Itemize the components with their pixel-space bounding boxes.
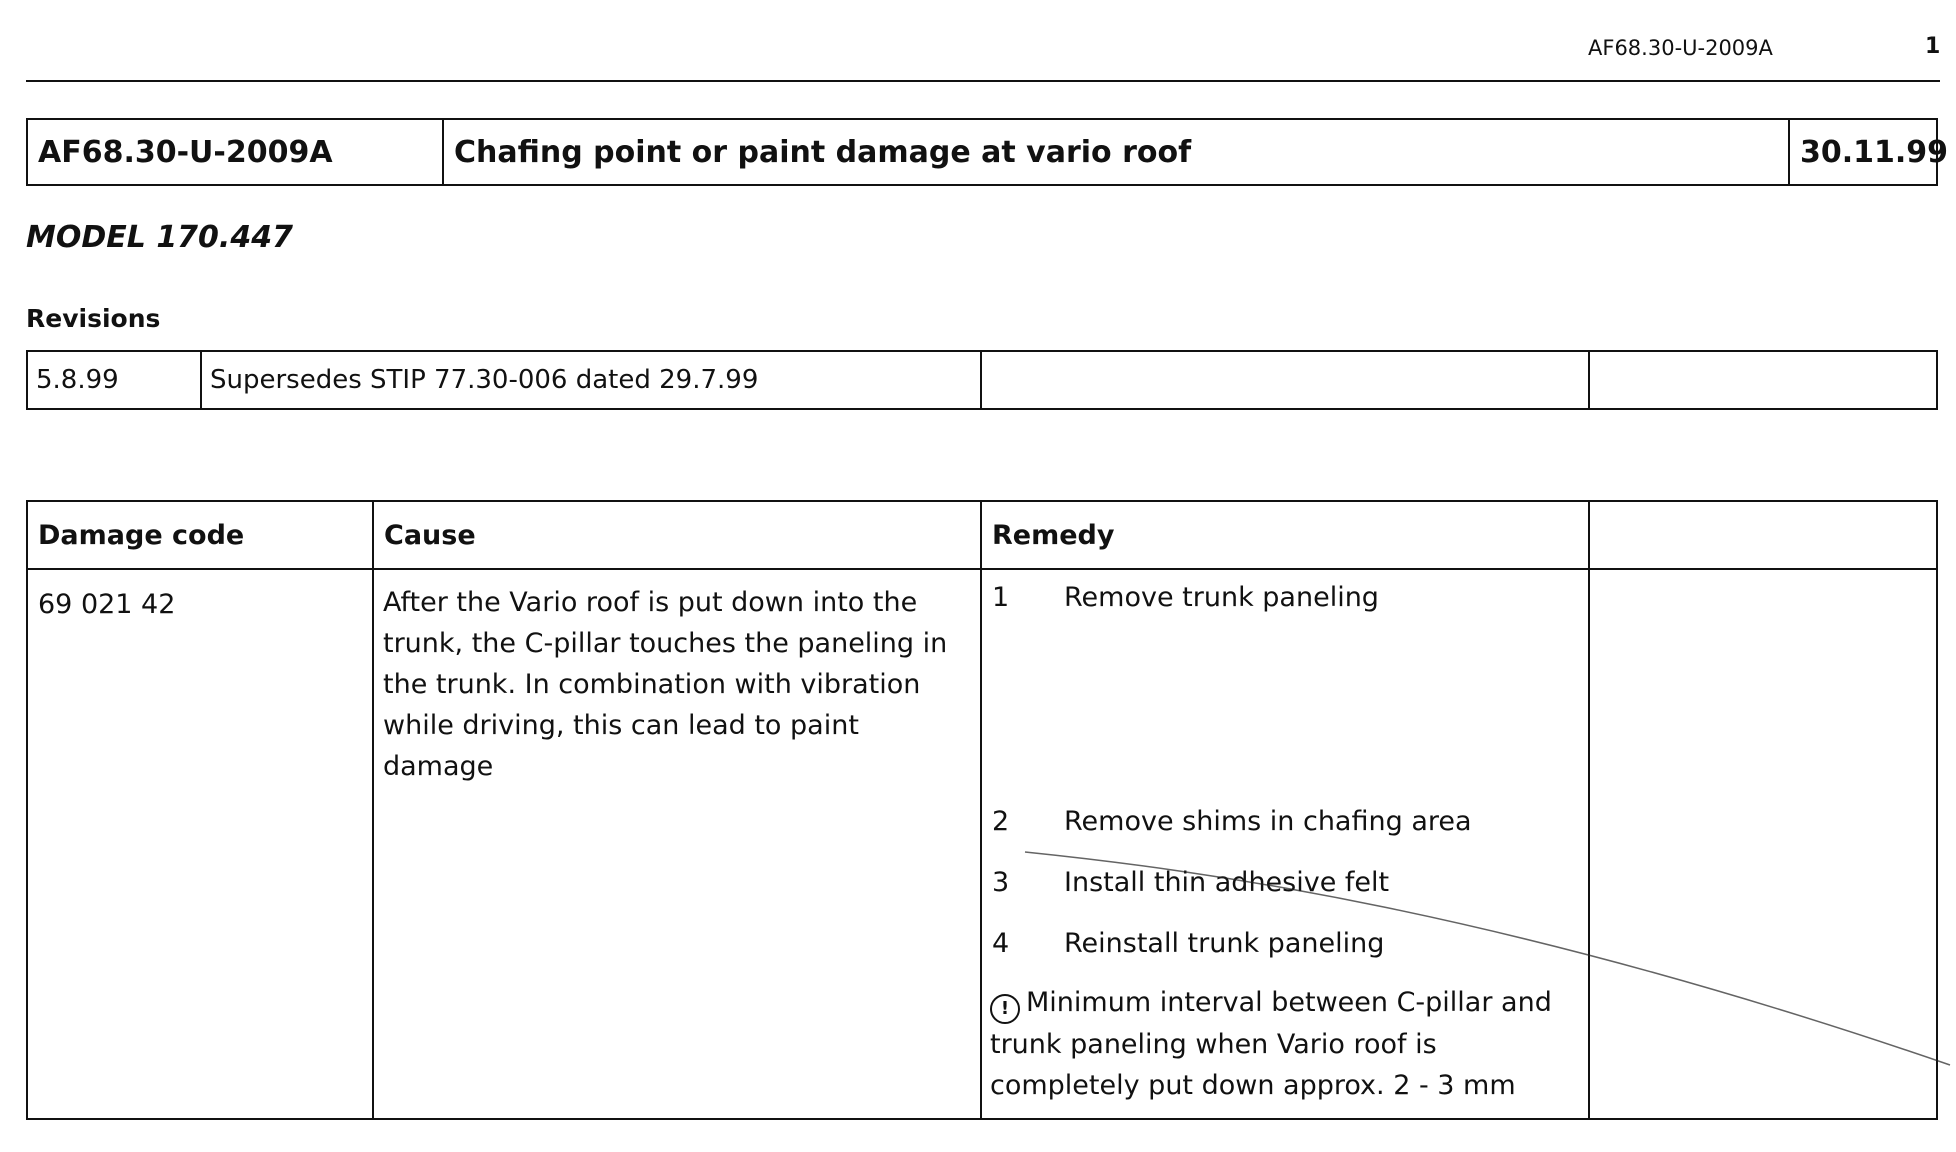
empty-header-cell [1590,502,1936,568]
info-circle-icon: ! [990,994,1020,1024]
remedy-step-number: 4 [992,928,1010,959]
revision-date: 5.8.99 [28,352,202,408]
damage-table [26,500,1938,1120]
column-divider [372,502,374,1118]
damage-code-value: 69 021 42 [38,589,176,620]
column-divider [980,502,982,1118]
title-code: AF68.30-U-2009A [28,120,444,184]
revisions-heading: Revisions [26,304,161,333]
header-row-divider [28,568,1936,570]
remedy-note-text: Minimum interval between C-pillar and trunk paneling when Vario roof is completely put down approx. 2 - 3 mm [990,987,1552,1101]
remedy-step-number: 1 [992,582,1010,613]
remedy-step-text: Remove trunk paneling [1064,582,1379,613]
damage-code-header: Damage code [38,519,245,551]
header-divider [26,80,1940,82]
model-heading: MODEL 170.447 [26,220,293,255]
remedy-step-number: 2 [992,806,1010,837]
remedy-step-number: 3 [992,867,1010,898]
remedy-step-text: Remove shims in chafing area [1064,806,1472,837]
running-header-code: AF68.30-U-2009A [1588,36,1773,60]
remedy-note [990,982,1590,1106]
document-title: Chafing point or paint damage at vario roof [444,120,1790,184]
remedy-step-text: Reinstall trunk paneling [1064,928,1385,959]
remedy-step [992,867,1582,907]
remedy-header: Remedy [992,519,1115,551]
remedy-step [992,928,1582,968]
remedy-step-text: Install thin adhesive felt [1064,867,1390,898]
cause-text: After the Vario roof is put down into the trunk, the C-pillar touches the paneling in the trunk. In combination with vibration while driving, this can lead to paint damage [383,587,948,782]
revision-text: Supersedes STIP 77.30-006 dated 29.7.99 [202,352,982,408]
title-table [26,118,1949,186]
revisions-table [26,350,1938,410]
remedy-step [992,582,1582,622]
page-number: 1 [1925,34,1941,59]
revision-empty-cell [982,352,1590,408]
document-date: 30.11.99 [1800,134,1949,170]
cause-header: Cause [384,519,476,551]
revision-empty-cell [1590,352,1936,408]
remedy-step [992,806,1582,846]
